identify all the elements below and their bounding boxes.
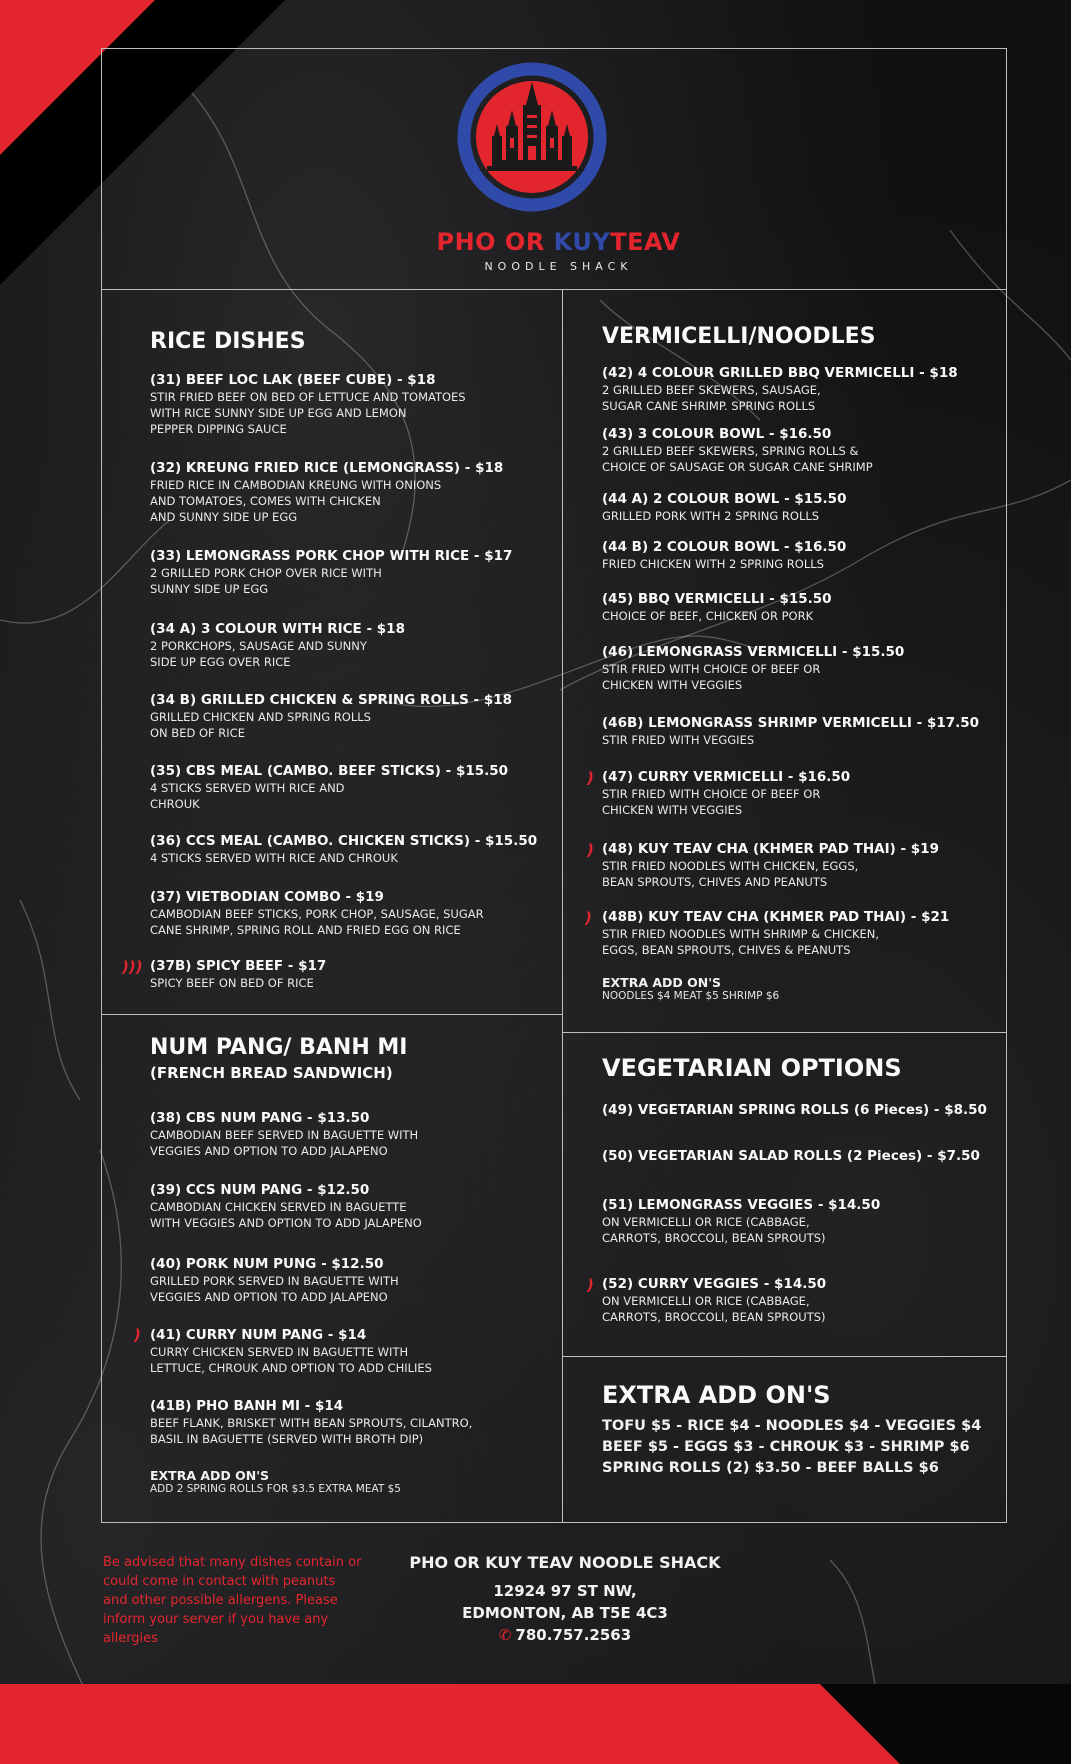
veg-section bbox=[602, 1054, 997, 1324]
item-desc: 2 GRILLED BEEF SKEWERS, SPRING ROLLS & CHOICE OF SAUSAGE OR SUGAR CANE SHRIMP bbox=[602, 444, 873, 474]
logo bbox=[0, 60, 1071, 224]
item-desc: ON VERMICELLI OR RICE (CABBAGE, CARROTS, BROCCOLI, BEAN SPROUTS) bbox=[602, 1215, 826, 1245]
spicy-chili-icon: ) bbox=[585, 909, 592, 927]
item-name: (35) CBS MEAL (CAMBO. BEEF STICKS) - $15.50 bbox=[150, 763, 509, 779]
menu-item bbox=[602, 1102, 987, 1119]
numpang-extras bbox=[150, 1468, 401, 1495]
item-desc: CHOICE OF BEEF, CHICKEN OR PORK bbox=[602, 609, 814, 623]
section-title: RICE DISHES bbox=[150, 329, 306, 354]
item-desc: 4 STICKS SERVED WITH RICE AND CHROUK bbox=[150, 851, 398, 865]
section-subtitle: (FRENCH BREAD SANDWICH) bbox=[150, 1064, 393, 1083]
item-desc: ON VERMICELLI OR RICE (CABBAGE, CARROTS, BROCCOLI, BEAN SPROUTS) bbox=[602, 1294, 826, 1324]
footer-address-line1: 12924 97 ST NW, bbox=[493, 1582, 637, 1600]
item-desc: STIR FRIED NOODLES WITH CHICKEN, EGGS, BEAN SPROUTS, CHIVES AND PEANUTS bbox=[602, 859, 859, 889]
item-name: (50) VEGETARIAN SALAD ROLLS (2 Pieces) - $7.50 bbox=[602, 1148, 980, 1164]
item-desc: GRILLED PORK SERVED IN BAGUETTE WITH VEGGIES AND OPTION TO ADD JALAPENO bbox=[150, 1274, 399, 1304]
item-desc: STIR FRIED WITH CHOICE OF BEEF OR CHICKEN WITH VEGGIES bbox=[602, 662, 821, 692]
item-name: (37) VIETBODIAN COMBO - $19 bbox=[150, 889, 384, 905]
phone-icon: ✆ bbox=[498, 1626, 512, 1644]
menu-item bbox=[602, 644, 904, 693]
rice-section bbox=[150, 329, 550, 990]
item-desc: STIR FRIED BEEF ON BED OF LETTUCE AND TOMATOES WITH RICE SUNNY SIDE UP EGG AND LEMON PEPPER DIPPING SAUCE bbox=[150, 390, 466, 436]
addons-line: BEEF $5 - EGGS $3 - CHROUK $3 - SHRIMP $6 bbox=[602, 1439, 970, 1456]
brand-name-part1: PHO OR bbox=[436, 228, 554, 256]
temple-logo-icon bbox=[457, 60, 607, 220]
item-desc: 4 STICKS SERVED WITH RICE AND CHROUK bbox=[150, 781, 345, 811]
item-desc: STIR FRIED WITH VEGGIES bbox=[602, 733, 755, 747]
item-desc: FRIED RICE IN CAMBODIAN KREUNG WITH ONIONS AND TOMATOES, COMES WITH CHICKEN AND SUNNY SIDE UP EGG bbox=[150, 478, 442, 524]
spicy-chili-icon: ) bbox=[587, 1276, 594, 1294]
item-desc: GRILLED PORK WITH 2 SPRING ROLLS bbox=[602, 509, 820, 523]
addons-line: TOFU $5 - RICE $4 - NOODLES $4 - VEGGIES $4 bbox=[602, 1418, 982, 1435]
extras-title: EXTRA ADD ON'S bbox=[602, 975, 722, 990]
menu-item bbox=[602, 715, 979, 748]
addons-section bbox=[602, 1382, 997, 1479]
menu-item bbox=[602, 426, 873, 475]
item-name: (48B) KUY TEAV CHA (KHMER PAD THAI) - $21 bbox=[602, 909, 950, 925]
item-desc: GRILLED CHICKEN AND SPRING ROLLS ON BED OF RICE bbox=[150, 710, 371, 740]
item-name: (36) CCS MEAL (CAMBO. CHICKEN STICKS) - $15.50 bbox=[150, 833, 538, 849]
item-name: (38) CBS NUM PANG - $13.50 bbox=[150, 1110, 370, 1126]
item-name: (44 A) 2 COLOUR BOWL - $15.50 bbox=[602, 491, 847, 507]
item-desc: 2 PORKCHOPS, SAUSAGE AND SUNNY SIDE UP EGG OVER RICE bbox=[150, 639, 367, 669]
menu-item bbox=[150, 958, 326, 991]
item-name: (43) 3 COLOUR BOWL - $16.50 bbox=[602, 426, 832, 442]
item-desc: 2 GRILLED BEEF SKEWERS, SAUSAGE, SUGAR CANE SHRIMP. SPRING ROLLS bbox=[602, 383, 821, 413]
menu-item bbox=[150, 460, 503, 525]
menu-item bbox=[150, 1110, 418, 1159]
menu-item bbox=[602, 909, 949, 958]
menu-item bbox=[150, 889, 484, 938]
brand-name-part2: KUY bbox=[553, 228, 611, 256]
item-name: (45) BBQ VERMICELLI - $15.50 bbox=[602, 591, 832, 607]
spicy-chili-icon: ) bbox=[587, 769, 594, 787]
item-name: (51) LEMONGRASS VEGGIES - $14.50 bbox=[602, 1197, 881, 1213]
noodles-section bbox=[602, 324, 997, 1002]
item-name: (48) KUY TEAV CHA (KHMER PAD THAI) - $19 bbox=[602, 841, 939, 857]
item-name: (49) VEGETARIAN SPRING ROLLS (6 Pieces) - $8.50 bbox=[602, 1102, 987, 1118]
item-desc: CURRY CHICKEN SERVED IN BAGUETTE WITH LETTUCE, CHROUK AND OPTION TO ADD CHILIES bbox=[150, 1345, 432, 1375]
item-name: (41) CURRY NUM PANG - $14 bbox=[150, 1327, 367, 1343]
section-title: EXTRA ADD ON'S bbox=[602, 1381, 831, 1409]
footer-restaurant-name: PHO OR KUY TEAV NOODLE SHACK bbox=[409, 1553, 721, 1572]
menu-item bbox=[602, 769, 850, 818]
item-name: (39) CCS NUM PANG - $12.50 bbox=[150, 1182, 370, 1198]
brand-name bbox=[0, 228, 1071, 256]
menu-item bbox=[602, 591, 832, 624]
menu-item bbox=[150, 1182, 422, 1231]
menu-item bbox=[150, 1398, 472, 1447]
spicy-chili-icon: ))) bbox=[122, 958, 143, 976]
item-desc: 2 GRILLED PORK CHOP OVER RICE WITH SUNNY SIDE UP EGG bbox=[150, 566, 382, 596]
item-desc: STIR FRIED NOODLES WITH SHRIMP & CHICKEN, EGGS, BEAN SPROUTS, CHIVES & PEANUTS bbox=[602, 927, 880, 957]
item-name: (33) LEMONGRASS PORK CHOP WITH RICE - $17 bbox=[150, 548, 513, 564]
footer-phone[interactable] bbox=[375, 1624, 755, 1646]
spicy-chili-icon: ) bbox=[587, 841, 594, 859]
item-name: (47) CURRY VERMICELLI - $16.50 bbox=[602, 769, 851, 785]
item-desc: FRIED CHICKEN WITH 2 SPRING ROLLS bbox=[602, 557, 824, 571]
bottom-band bbox=[0, 1684, 1071, 1764]
menu-item bbox=[150, 548, 512, 597]
menu-item bbox=[150, 1256, 399, 1305]
item-desc: STIR FRIED WITH CHOICE OF BEEF OR CHICKEN WITH VEGGIES bbox=[602, 787, 821, 817]
section-title: VERMICELLI/NOODLES bbox=[602, 324, 876, 349]
item-desc: SPICY BEEF ON BED OF RICE bbox=[150, 976, 314, 990]
menu-item bbox=[602, 365, 958, 414]
item-name: (37B) SPICY BEEF - $17 bbox=[150, 958, 327, 974]
item-desc: CAMBODIAN CHICKEN SERVED IN BAGUETTE WITH VEGGIES AND OPTION TO ADD JALAPENO bbox=[150, 1200, 422, 1230]
item-name: (40) PORK NUM PUNG - $12.50 bbox=[150, 1256, 384, 1272]
item-desc: CAMBODIAN BEEF SERVED IN BAGUETTE WITH VEGGIES AND OPTION TO ADD JALAPENO bbox=[150, 1128, 419, 1158]
brand-name-part3: TEAV bbox=[610, 228, 681, 256]
extras-line: ADD 2 SPRING ROLLS FOR $3.5 EXTRA MEAT $5 bbox=[150, 1483, 401, 1495]
item-name: (32) KREUNG FRIED RICE (LEMONGRASS) - $18 bbox=[150, 460, 504, 476]
item-name: (34 B) GRILLED CHICKEN & SPRING ROLLS - $18 bbox=[150, 692, 513, 708]
addons-line: SPRING ROLLS (2) $3.50 - BEEF BALLS $6 bbox=[602, 1460, 939, 1477]
menu-item bbox=[150, 1327, 432, 1376]
item-name: (42) 4 COLOUR GRILLED BBQ VERMICELLI - $18 bbox=[602, 365, 958, 381]
brand-tagline: NOODLE SHACK bbox=[484, 260, 633, 273]
menu-item bbox=[602, 1197, 880, 1246]
item-desc: BEEF FLANK, BRISKET WITH BEAN SPROUTS, CILANTRO, BASIL IN BAGUETTE (SERVED WITH BROTH DIP) bbox=[150, 1416, 473, 1446]
item-name: (34 A) 3 COLOUR WITH RICE - $18 bbox=[150, 621, 405, 637]
footer-phone-number[interactable]: 780.757.2563 bbox=[515, 1626, 632, 1644]
menu-item bbox=[602, 539, 846, 572]
footer-address-line2: EDMONTON, AB T5E 4C3 bbox=[462, 1604, 668, 1622]
menu-item bbox=[150, 692, 512, 741]
menu-item bbox=[602, 491, 846, 524]
item-name: (46B) LEMONGRASS SHRIMP VERMICELLI - $17.50 bbox=[602, 715, 980, 731]
item-name: (46) LEMONGRASS VERMICELLI - $15.50 bbox=[602, 644, 905, 660]
menu-item bbox=[602, 1276, 826, 1325]
menu-item bbox=[602, 1148, 980, 1165]
allergy-warning: Be advised that many dishes contain or could come in contact with peanuts and other possible allergens. Please inform your server if you have any allergies bbox=[103, 1555, 362, 1646]
item-name: (52) CURRY VEGGIES - $14.50 bbox=[602, 1276, 827, 1292]
item-name: (44 B) 2 COLOUR BOWL - $16.50 bbox=[602, 539, 847, 555]
item-desc: CAMBODIAN BEEF STICKS, PORK CHOP, SAUSAGE, SUGAR CANE SHRIMP, SPRING ROLL AND FRIED EGG ON RICE bbox=[150, 907, 484, 937]
section-title: NUM PANG/ BANH MI bbox=[150, 1035, 408, 1060]
footer-info bbox=[375, 1553, 755, 1646]
menu-item bbox=[150, 763, 508, 812]
item-name: (41B) PHO BANH MI - $14 bbox=[150, 1398, 344, 1414]
menu-item bbox=[150, 372, 466, 437]
extras-title: EXTRA ADD ON'S bbox=[150, 1468, 270, 1483]
menu-item bbox=[150, 833, 537, 866]
menu-item bbox=[150, 621, 405, 670]
noodles-extras bbox=[602, 975, 779, 1002]
spicy-chili-icon: ) bbox=[134, 1326, 141, 1344]
menu-item bbox=[602, 841, 939, 890]
extras-line: NOODLES $4 MEAT $5 SHRIMP $6 bbox=[602, 990, 780, 1002]
section-title: VEGETARIAN OPTIONS bbox=[602, 1054, 902, 1082]
numpang-section bbox=[150, 1035, 550, 1495]
item-name: (31) BEEF LOC LAK (BEEF CUBE) - $18 bbox=[150, 372, 436, 388]
